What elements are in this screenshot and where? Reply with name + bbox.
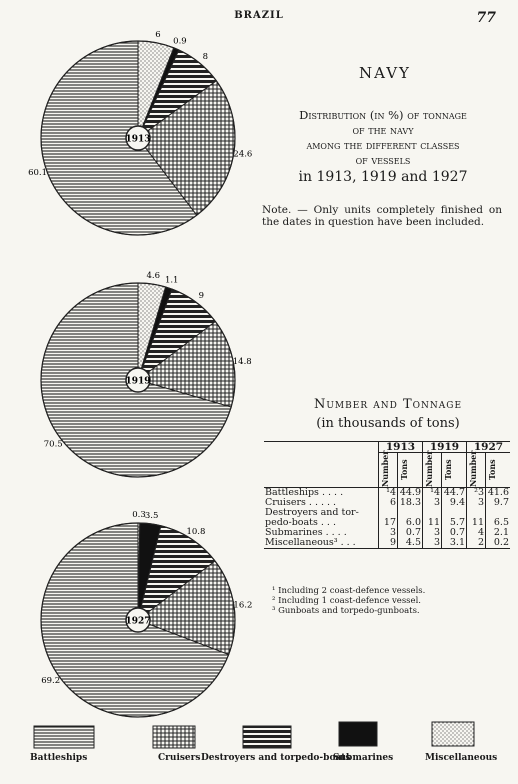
- year-header-1927: 1927: [467, 442, 511, 453]
- table-cell: 44.7: [442, 488, 467, 499]
- legend-label-battleships: Battleships: [30, 753, 88, 763]
- pie-year-label: 1927: [125, 616, 151, 627]
- table-corner: [264, 442, 379, 488]
- table-cell: pedo-boats . . .: [265, 517, 336, 528]
- table-cell: 9.4: [442, 498, 467, 508]
- subtitle-line-3: among the different classes: [306, 138, 460, 152]
- table-cell: 3: [423, 528, 442, 538]
- table-cell: 9.7: [486, 498, 511, 508]
- legend-label-destroyers: Destroyers and torpedo-boats: [201, 753, 351, 763]
- table-cell: Battleships . . . .: [265, 487, 344, 498]
- table-cell: 4: [467, 528, 486, 538]
- table-cell: 2: [467, 538, 486, 549]
- pie-value-label: 70.5: [43, 439, 63, 450]
- pie-year-label: 1913: [125, 134, 151, 145]
- table-cell: 6.0: [398, 518, 423, 528]
- table-cell: ¹4: [379, 488, 398, 499]
- pie-value-label: 24.6: [233, 149, 253, 160]
- legend-swatch-submarines: [339, 722, 377, 746]
- table-title-line-2: (in thousands of tons): [316, 416, 460, 431]
- footnote: ³ Gunboats and torpedo-gunboats.: [272, 606, 420, 616]
- header-country: BRAZIL: [234, 10, 284, 21]
- table-row: [264, 538, 510, 549]
- table-cell: Miscellaneous³ . . .: [265, 537, 356, 548]
- pie-value-label: 10.8: [186, 527, 206, 538]
- legend-swatch-destroyers: [243, 726, 291, 748]
- pie-value-label: 4.6: [146, 271, 161, 282]
- pie-value-label: 60.1: [28, 167, 48, 178]
- col-number: Number: [468, 450, 478, 487]
- table-cell: 9: [379, 538, 398, 549]
- col-number: Number: [424, 450, 434, 487]
- table-cell: 0.2: [486, 538, 511, 549]
- year-header-1919: 1919: [423, 442, 467, 453]
- subtitle-line-2: of the navy: [352, 123, 414, 137]
- table-cell: 11: [423, 518, 442, 528]
- table-title: [272, 395, 504, 433]
- table-cell: 3.1: [442, 538, 467, 549]
- table-cell: 11: [467, 518, 486, 528]
- col-tons: Tons: [399, 459, 409, 481]
- subtitle-line-1: Distribution (in %) of tonnage: [299, 108, 467, 122]
- footnotes: [272, 586, 425, 616]
- table-cell: 3: [423, 538, 442, 549]
- pie-value-label: 3.5: [144, 510, 159, 521]
- pie-value-label: 0.3: [132, 510, 146, 521]
- footnote: ¹ Including 2 coast-defence vessels.: [272, 586, 426, 596]
- pie-value-label: 0.9: [173, 36, 187, 47]
- table-cell: 41.6: [486, 488, 511, 499]
- table-cell: 17: [379, 518, 398, 528]
- subtitle-line-4: of vessels: [355, 153, 411, 167]
- navy-table: [264, 441, 510, 549]
- table-cell: 6: [379, 498, 398, 508]
- pie-value-label: 14.8: [232, 356, 252, 367]
- table-cell: 4.5: [398, 538, 423, 549]
- legend-label-miscellaneous: Miscellaneous: [425, 753, 498, 763]
- legend-label-submarines: Submarines: [333, 753, 394, 763]
- legend-swatch-miscellaneous: [432, 722, 474, 746]
- subtitle-years: in 1913, 1919 and 1927: [298, 169, 468, 185]
- table-cell: 2.1: [486, 528, 511, 538]
- table-cell: 5.7: [442, 518, 467, 528]
- table-cell: ¹4: [423, 488, 442, 499]
- table-cell: 18.3: [398, 498, 423, 508]
- col-tons: Tons: [487, 459, 497, 481]
- pie-value-label: 16.2: [233, 600, 253, 611]
- pie-year-label: 1919: [125, 376, 151, 387]
- note: Note. — Only units completely finished on the dates in question have been included.: [262, 204, 502, 228]
- table-cell: 0.7: [442, 528, 467, 538]
- col-tons: Tons: [443, 459, 453, 481]
- year-header-1913: 1913: [379, 442, 423, 453]
- pie-value-label: 1.1: [164, 275, 179, 286]
- table-cell: Destroyers and tor-: [265, 507, 359, 518]
- table-cell: ²3: [467, 488, 486, 499]
- table-cell: 0.7: [398, 528, 423, 538]
- pie-value-label: 69.2: [41, 676, 61, 687]
- subtitle: [258, 108, 508, 185]
- pie-value-label: 8: [202, 52, 208, 63]
- table-cell: 3: [467, 498, 486, 508]
- table-cell: 44.9: [398, 488, 423, 499]
- col-number: Number: [380, 450, 390, 487]
- legend-swatch-cruisers: [153, 726, 195, 748]
- table-cell: 3: [379, 528, 398, 538]
- footnote: ² Including 1 coast-defence vessel.: [272, 596, 421, 606]
- table-cell: 3: [423, 498, 442, 508]
- section-title: NAVY: [359, 64, 411, 82]
- legend-swatch-battleships: [34, 726, 94, 748]
- page-number: 77: [476, 10, 496, 26]
- legend-label-cruisers: Cruisers: [158, 753, 201, 763]
- table-title-line-1: Number and Tonnage: [313, 397, 463, 412]
- table-cell: 6.5: [486, 518, 511, 528]
- table-cell: Submarines . . . .: [265, 527, 347, 538]
- pie-value-label: 9: [198, 291, 205, 302]
- table-cell: Cruisers . . . . .: [265, 497, 337, 508]
- pie-value-label: 6: [155, 29, 161, 40]
